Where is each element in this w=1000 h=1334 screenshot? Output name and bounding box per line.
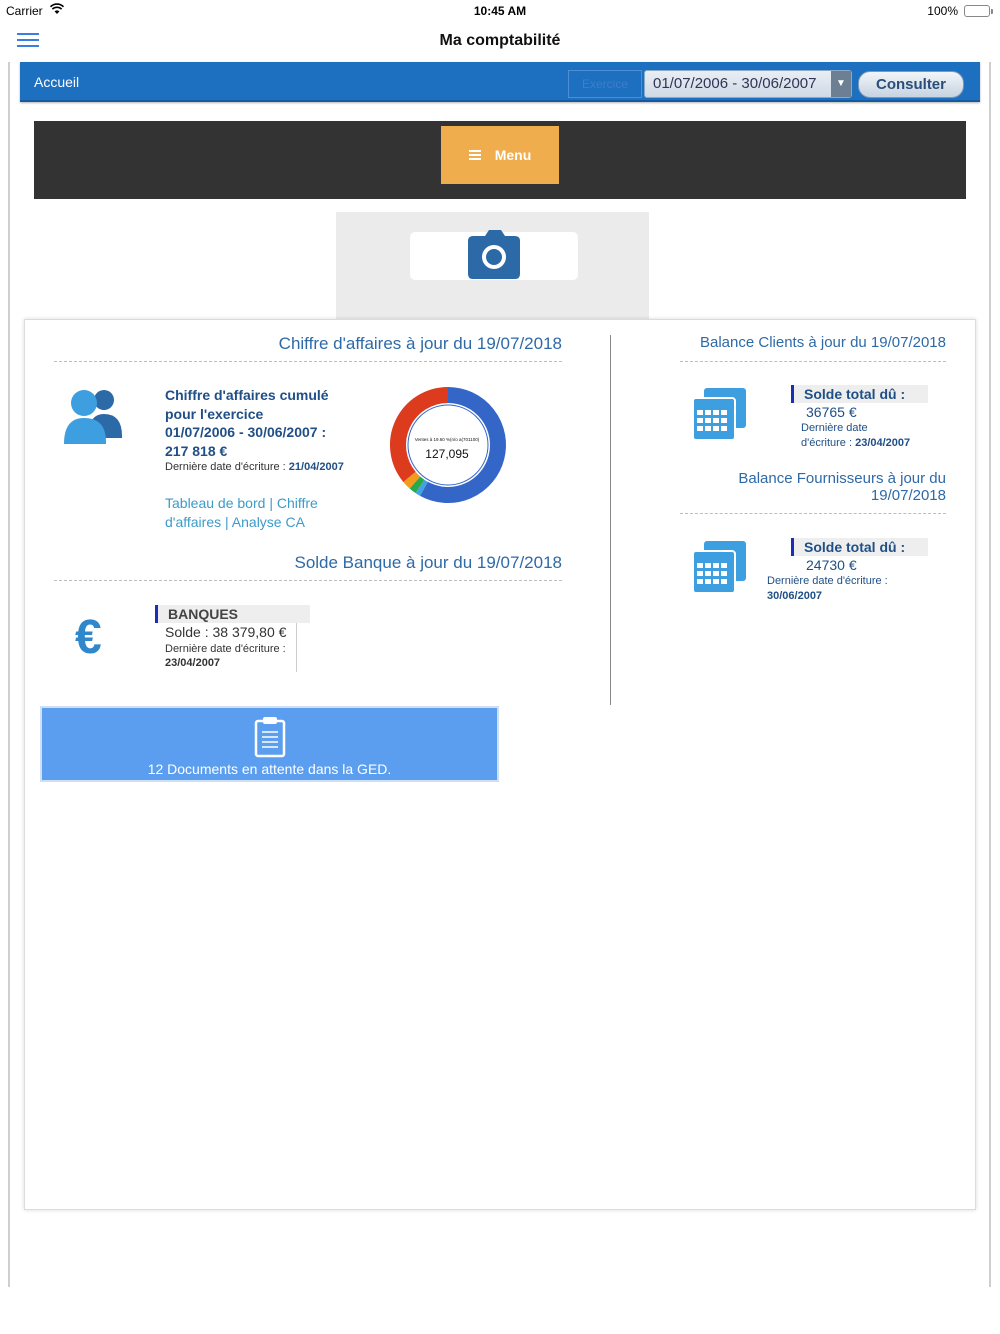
clients-last-date (801, 421, 910, 451)
suppliers-solde-heading: Solde total dû : (791, 538, 928, 556)
suppliers-title-line-1: Balance Fournisseurs à jour du (738, 470, 946, 487)
donut-center-value: 127,095 (425, 447, 469, 461)
ca-last-date (165, 461, 344, 473)
bank-section-title: Solde Banque à jour du 19/07/2018 (294, 553, 562, 572)
users-icon (62, 386, 124, 451)
donut-segment-0 (424, 395, 498, 495)
battery-percent: 100% (927, 4, 958, 18)
suppliers-solde-value: 24730 € (806, 557, 857, 573)
period-select[interactable] (644, 70, 852, 98)
clients-section-title: Balance Clients à jour du 19/07/2018 (699, 334, 946, 351)
link-analyse-ca[interactable]: Analyse CA (231, 514, 305, 530)
ca-section-title: Chiffre d'affaires à jour du 19/07/2018 (278, 334, 562, 353)
ca-links (165, 494, 355, 532)
carrier-label: Carrier (6, 4, 43, 18)
donut-segment-4 (398, 395, 448, 477)
bank-heading: BANQUES (155, 605, 310, 623)
calendar-icon (692, 541, 748, 600)
menu-button[interactable] (441, 126, 559, 184)
frame-border-right (989, 62, 991, 1287)
donut-segment-1 (420, 486, 424, 488)
clients-meta-line-2: d'écriture : (801, 437, 853, 449)
status-bar (0, 0, 1000, 22)
photo-panel (336, 212, 649, 322)
menu-bars-icon (469, 148, 481, 162)
divider (54, 361, 562, 362)
link-chiffre-affaires[interactable]: Chiffre d'affaires (165, 495, 318, 530)
breadcrumb-home[interactable]: Accueil (34, 74, 80, 90)
clock: 10:45 AM (473, 4, 527, 18)
column-separator (610, 335, 611, 705)
clients-last-date-value: 23/04/2007 (855, 437, 911, 449)
battery-icon (964, 5, 990, 17)
menu-bar (34, 121, 966, 199)
suppliers-meta-line-1: Dernière date d'écriture : (767, 575, 888, 587)
bank-last-date: 23/04/2007 (165, 657, 221, 669)
camera-button[interactable] (410, 232, 578, 280)
ged-documents-button[interactable] (40, 706, 499, 782)
donut-series-label: Ventes à 19.60 %(n/o a(701100) (414, 437, 480, 442)
clients-solde-value: 36765 € (806, 404, 857, 420)
consult-button[interactable]: Consulter (858, 71, 964, 98)
divider (54, 580, 562, 581)
camera-icon (467, 230, 521, 280)
ca-last-date-value: 21/04/2007 (288, 461, 344, 473)
divider (680, 513, 946, 514)
suppliers-section-title (640, 470, 946, 504)
frame-border-left (8, 62, 10, 1287)
clients-solde-heading: Solde total dû : (791, 385, 928, 403)
link-separator: | (225, 514, 229, 530)
bank-last-date-label: Dernière date d'écriture : (165, 643, 286, 655)
ca-last-date-label: Dernière date d'écriture : (165, 461, 286, 473)
bank-solde: Solde : 38 379,80 € (165, 624, 287, 640)
donut-inner-ring (408, 405, 488, 485)
ca-donut-chart (388, 383, 508, 507)
ca-line-3: 01/07/2006 - 30/06/2007 : (165, 424, 327, 440)
ged-text: 12 Documents en attente dans la GED. (147, 761, 392, 777)
period-select-value: 01/07/2006 - 30/06/2007 (653, 75, 817, 92)
link-separator: | (269, 495, 273, 511)
clipboard-icon (254, 716, 286, 758)
ca-amount: 217 818 € (165, 442, 228, 459)
euro-icon: € (75, 611, 102, 664)
suppliers-last-date (767, 574, 888, 604)
ca-line-2: pour l'exercice (165, 405, 264, 422)
donut-segment-3 (409, 477, 414, 483)
clients-meta-line-1: Dernière date (801, 422, 868, 434)
menu-button-label: Menu (494, 147, 532, 163)
nav-bar (0, 22, 1000, 62)
header-bar (20, 62, 980, 102)
period-label: Exercice (568, 70, 642, 98)
donut-segment-2 (415, 483, 420, 487)
page-title: Ma comptabilité (439, 32, 561, 49)
ca-summary (165, 386, 365, 460)
divider (680, 361, 946, 362)
link-tableau-de-bord[interactable]: Tableau de bord (165, 495, 266, 511)
calendar-icon (692, 388, 748, 447)
suppliers-title-line-2: 19/07/2018 (870, 487, 946, 504)
suppliers-last-date-value: 30/06/2007 (767, 590, 823, 602)
ca-line-1: Chiffre d'affaires cumulé (165, 387, 329, 403)
dropdown-arrow-icon[interactable]: ▼ (831, 71, 851, 97)
bank-divider (296, 623, 297, 672)
